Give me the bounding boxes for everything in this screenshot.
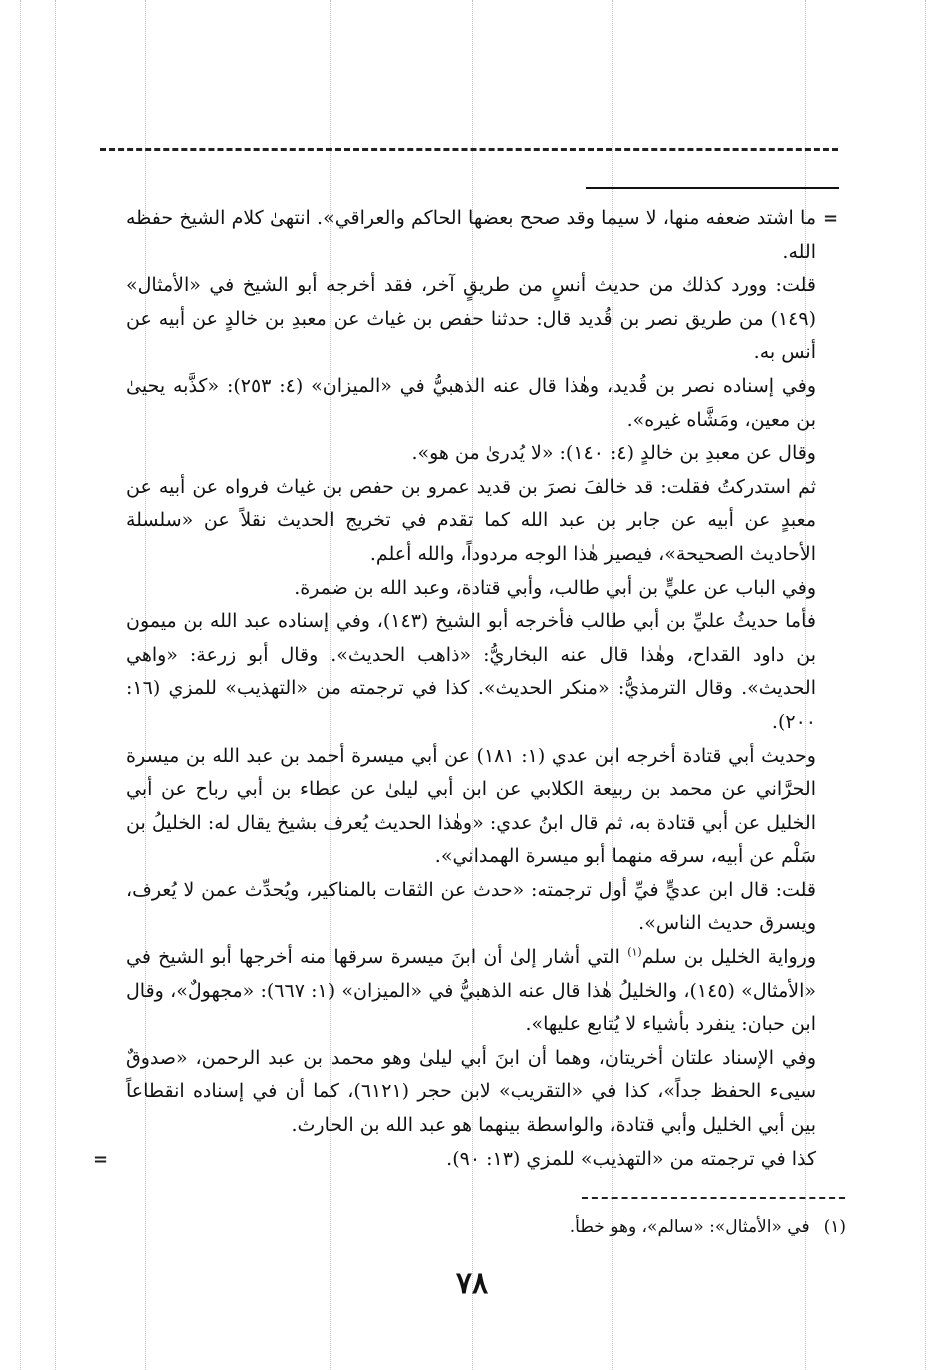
continuation-rule [586,187,839,189]
paragraph: ما اشتد ضعفه منها، لا سيما وقد صحح بعضها الحاكم والعراقي». انتهىٰ كلام الشيخ حفظه الله. [126,207,816,263]
footnote-reference[interactable]: (١) [627,945,642,959]
paragraph-rest: التي أشار إلىٰ أن ابنَ ميسرة سرقها منه أخرجها أبو الشيخ في «الأمثال» (١٤٥)، والخليلُ هٰذا قال عنه الذهبيُّ في «الميزان» (١: ٦٦٧): «مجهولٌ»، وقال ابن حبان: ينفرد بأشياء لا يُتابع عليها». [126,946,816,1036]
scan-guide-line [925,0,926,1370]
paragraph: فأما حديثُ عليِّ بن أبي طالب فأخرجه أبو الشيخ (١٤٣)، وفي إسناده عبد الله بن ميمون بن داود القداح، وهٰذا قال عنه البخاريُّ: «ذاهب الحديث». وقال أبو زرعة: «واهي الحديث». وقال الترمذيُّ: «منكر الحديث». كذا في ترجمته من «التهذيب» للمزي (١٦: ٢٠٠). [126,610,816,733]
continuation-mark-bottom: = [93,1149,109,1170]
paragraph-start: ورواية الخليل بن سلم [641,946,816,969]
paragraph: قلت: قال ابن عديٍّ فيِّ أول ترجمته: «حدث عن الثقات بالمناكير، ويُحدِّث عمن لا يُعرف، ويسرق حديث الناس». [126,878,816,935]
scan-guide-line [20,0,21,1370]
paragraph: وفي الباب عن عليٍّ بن أبي طالب، وأبي قتادة، وعبد الله بن ضمرة. [294,576,816,599]
paragraph: قلت: وورد كذلك من حديث أنسٍ من طريقٍ آخر، فقد أخرجه أبو الشيخ في «الأمثال» (١٤٩) من طريق نصر بن قُديد قال: حدثنا حفص بن غياث عن معبدِ بن خالدٍ عن أبيه عن أنس به. [126,274,816,364]
paragraph: كذا في ترجمته من «التهذيب» للمزي (١٣: ٩٠). [446,1147,816,1170]
paragraph: وقال عن معبدِ بن خالدٍ (٤: ١٤٠): «لا يُدرىٰ من هو». [411,442,816,465]
paragraph: وفي الإسناد علتان أخريتان، وهما أن ابنَ أبي ليلىٰ وهو محمد بن عبد الرحمن، «صدوقٌ سيىء الحفظ جداً»، كذا في «التقريب» لابن حجر (٦١٢١)، كما أن في إسناده انقطاعاً بين أبي الخليل وأبي قتادة، والواسطة بينهما هو عبد الله بن الحارث. [126,1046,816,1137]
footnote [106,1214,846,1240]
paragraph: ثم استدركتُ فقلت: قد خالفَ نصرَ بن قديد عمرو بن حفص بن غياث فرواه عن أبيه عن معبدٍ عن أبيه عن جابر بن عبد الله كما تقدم في تخريج الحديث نقلاً عن «سلسلة الأحاديث الصحيحة»، فيصير هٰذا الوجه مردوداً، والله أعلم. [126,475,816,565]
footnote-separator [582,1197,845,1199]
header-dashed-rule [100,148,838,151]
scan-guide-line [55,0,56,1370]
footnote-text: في «الأمثال»: «سالم»، وهو خطأ. [569,1217,810,1237]
paragraph: وحديث أبي قتادة أخرجه ابن عدي (١: ١٨١) عن أبي ميسرة أحمد بن عبد الله بن ميسرة الحرَّاني عن محمد بن ربيعة الكلابي عن ابن أبي ليلىٰ عن عطاء بن أبي رباح عن أبي الخليل عن أبي قتادة به، ثم قال ابنُ عدي: «وهٰذا الحديث يُعرف بشيخ يقال له: الخليلُ بن سَلْم عن أبيه، سرقه منهما أبو ميسرة الهمداني». [126,744,816,868]
page-number: ٧٨ [455,1266,489,1301]
paragraph: وفي إسناده نصر بن قُديد، وهٰذا قال عنه الذهبيُّ في «الميزان» (٤: ٢٥٣): «كذَّبه يحيىٰ بن معين، ومَشَّاه غيره». [126,374,816,431]
continuation-mark-top: = [823,208,839,229]
paragraph [126,941,816,1042]
main-text [126,202,816,1176]
footnote-number: (١) [823,1217,846,1237]
